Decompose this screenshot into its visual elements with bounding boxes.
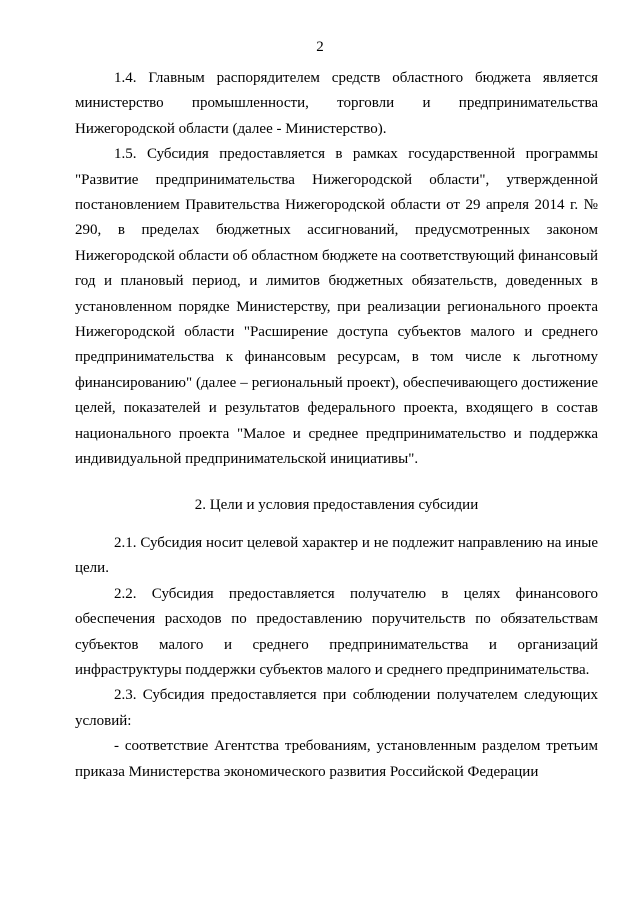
section-heading: 2. Цели и условия предоставления субсидии <box>194 496 479 513</box>
paragraph-2-1: 2.1. Субсидия носит целевой характер и не подлежит направлению на иные цели. <box>75 534 598 577</box>
paragraph-condition-1: - соответствие Агентства требованиям, установленным разделом третьим приказа Министерства экономического развития Российской Федерации <box>75 738 598 780</box>
paragraph-1-4: 1.4. Главным распорядителем средств областного бюджета является министерство промышленности, торговли и предпринимательства Нижегородской области (далее - Министерство). <box>75 70 598 137</box>
document-body <box>75 66 598 785</box>
paragraph-2-3: 2.3. Субсидия предоставляется при соблюдении получателем следующих условий: <box>75 687 598 729</box>
paragraph-1-5: 1.5. Субсидия предоставляется в рамках государственной программы "Развитие предпринимательства Нижегородской области", утвержденной постановлением Правительства Нижегородской области от 29 апреля 2014 г. № 290, в пределах бюджетных ассигнований, предусмотренных законом Нижегородской области об областном бюджете на соответствующий финансовый год и плановый период, и лимитов бюджетных обязательств, доведенных в установленном порядке Министерству, при реализации регионального проекта Нижегородской области "Расширение доступа субъектов малого и среднего предпринимательства к финансовым ресурсам, в том числе к льготному финансированию" (далее – региональный проект), обеспечивающего достижение целей, показателей и результатов федерального проекта, входящего в состав национального проекта "Малое и среднее предпринимательство и поддержка индивидуальной предпринимательской инициативы". <box>75 146 598 468</box>
page-number: 2 <box>316 39 324 55</box>
paragraph-2-2: 2.2. Субсидия предоставляется получателю в целях финансового обеспечения расходов по предоставлению поручительств по обязательствам субъектов малого и среднего предпринимательства и организаций инфраструктуры поддержки субъектов малого и среднего предпринимательства. <box>75 585 598 678</box>
